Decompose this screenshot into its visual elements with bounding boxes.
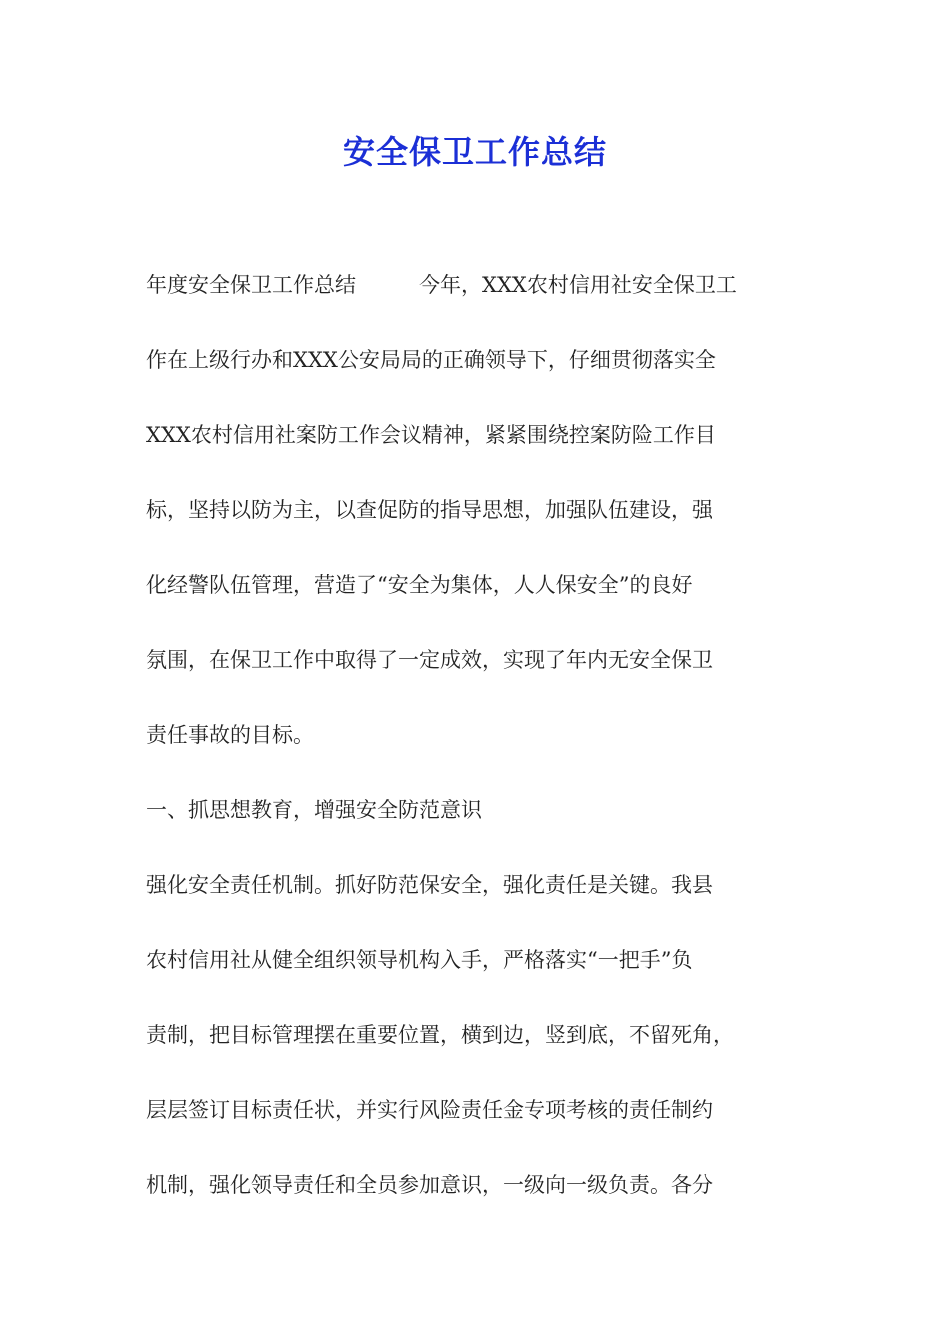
body-line: 氛围，在保卫工作中取得了一定成效，实现了年内无安全保卫	[146, 648, 713, 672]
body-line: 化经警队伍管理，营造了“安全为集体，人人保安全”的良好	[146, 573, 693, 597]
document-body	[146, 263, 814, 1238]
body-line: 责任事故的目标。	[146, 723, 314, 747]
body-line: 强化安全责任机制。抓好防范保安全，强化责任是关键。我县	[146, 873, 713, 897]
body-line: 作在上级行办和XXX公安局局的正确领导下，仔细贯彻落实全	[146, 348, 716, 372]
body-line: 责制，把目标管理摆在重要位置，横到边，竖到底，不留死角，	[146, 1023, 734, 1047]
body-line: XXX农村信用社案防工作会议精神，紧紧围绕控案防险工作目	[146, 423, 716, 447]
body-line: 机制，强化领导责任和全员参加意识，一级向一级负责。各分	[146, 1173, 713, 1197]
body-line: 标，坚持以防为主，以查促防的指导思想，加强队伍建设，强	[146, 498, 713, 522]
body-line: 年度安全保卫工作总结 今年，XXX农村信用社安全保卫工	[146, 273, 737, 297]
body-line: 农村信用社从健全组织领导机构入手，严格落实“一把手”负	[146, 948, 693, 972]
body-line: 层层签订目标责任状，并实行风险责任金专项考核的责任制约	[146, 1098, 713, 1122]
section-heading: 一、抓思想教育，增强安全防范意识	[146, 798, 482, 822]
document-title: 安全保卫工作总结	[342, 133, 607, 171]
